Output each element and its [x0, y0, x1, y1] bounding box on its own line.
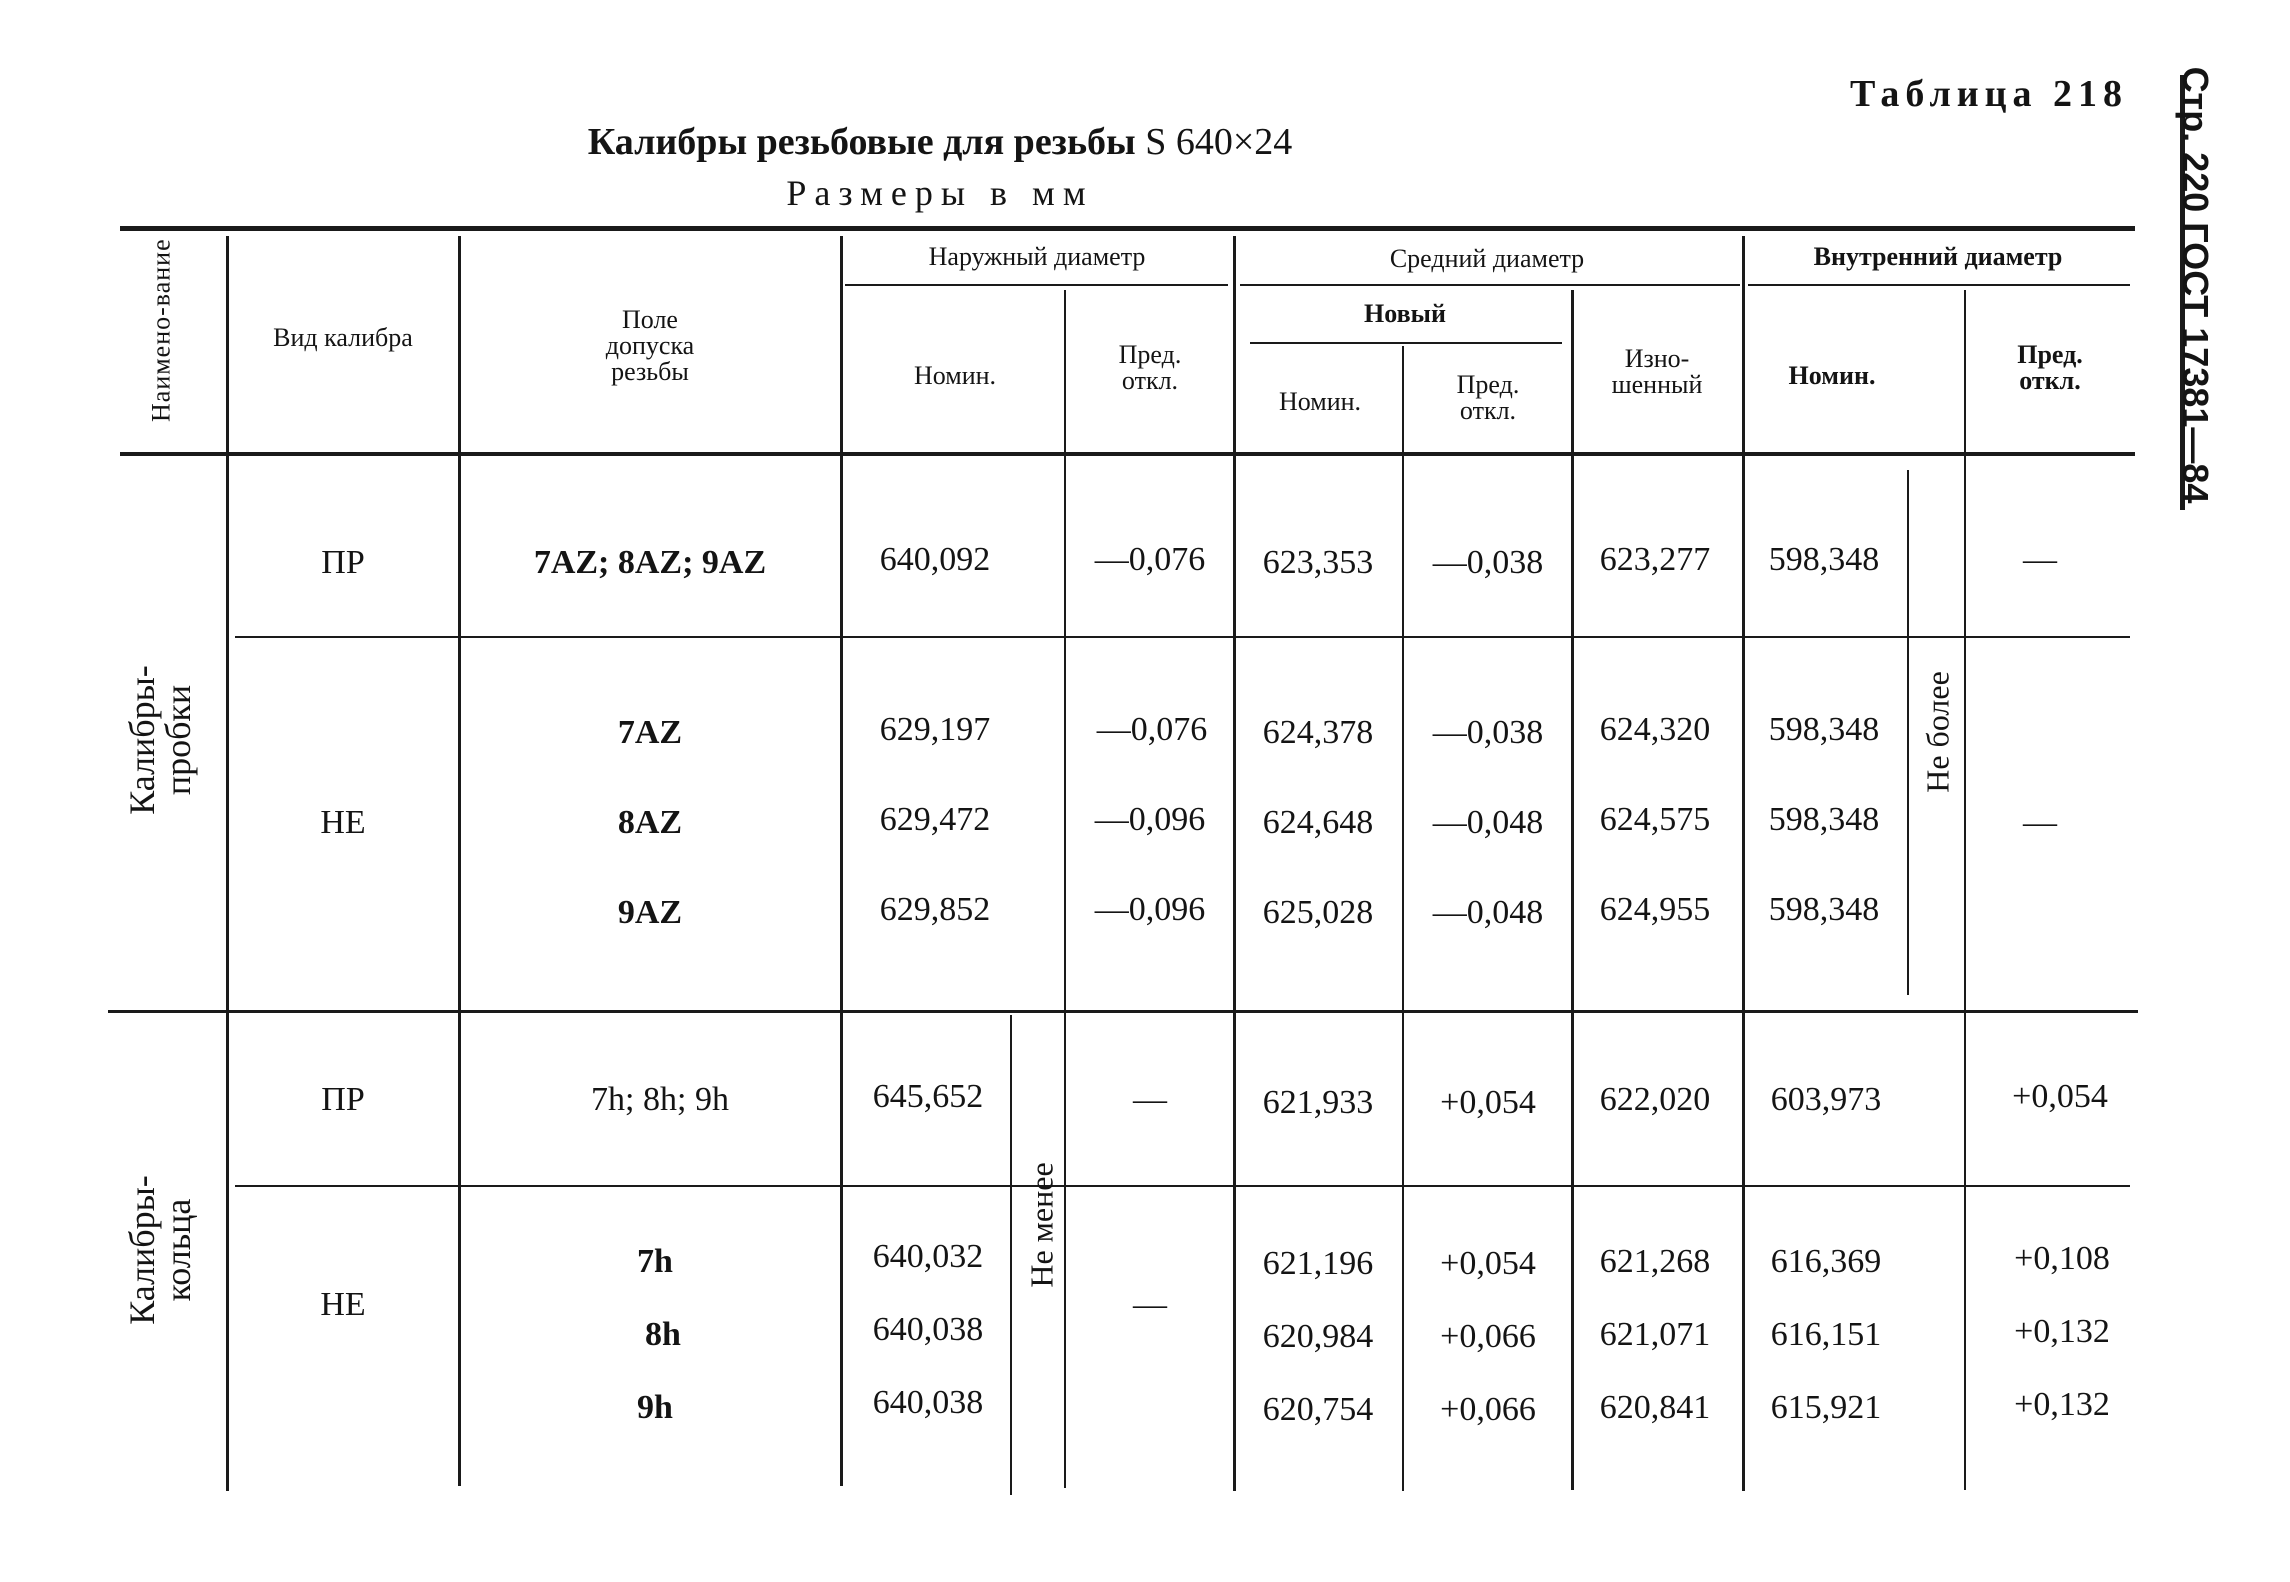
- cell-mid-dev: +0,054: [1440, 1245, 1536, 1282]
- col-line-5: [1233, 236, 1236, 1491]
- cell-worn: 624,955: [1599, 891, 1711, 928]
- cell-worn: 624,320: [1599, 711, 1711, 748]
- header-tolerance: Поле допуска резьбы: [605, 305, 695, 386]
- col-line-3: [840, 236, 843, 1486]
- note-line-outer: [1010, 1015, 1012, 1495]
- cell-mid-nom: 620,984: [1262, 1318, 1374, 1355]
- cell-mid-nom: 623,353: [1262, 544, 1374, 581]
- cell-tolerance: 9h: [637, 1389, 673, 1426]
- header-outer: Наружный диаметр: [928, 242, 1146, 271]
- cell-inner-nom: 616,151: [1770, 1316, 1882, 1353]
- cell-worn: 621,268: [1599, 1243, 1711, 1280]
- header-type: Вид калибра: [273, 323, 413, 352]
- cell-worn: 621,071: [1599, 1316, 1711, 1353]
- cell-mid-dev: —0,048: [1432, 804, 1544, 841]
- table-title: [300, 120, 1580, 164]
- header-inner-nom: Номин.: [1788, 361, 1876, 390]
- cell-outer-dev: —0,096: [1094, 891, 1206, 928]
- cell-outer-nom: 640,038: [872, 1384, 984, 1421]
- cell-mid-dev: +0,054: [1440, 1084, 1536, 1121]
- note-line-inner: [1907, 470, 1909, 995]
- header-inner: Внутренний диаметр: [1813, 242, 2063, 271]
- cell-type: ПР: [321, 544, 365, 581]
- cell-mid-dev: —0,038: [1432, 714, 1544, 751]
- cell-tolerance: 7AZ: [617, 714, 683, 751]
- header-inner-dev: Пред. откл.: [2017, 340, 2083, 395]
- cell-inner-nom: 603,973: [1770, 1081, 1882, 1118]
- cell-worn: 624,575: [1599, 801, 1711, 838]
- cell-tolerance: 9AZ: [617, 894, 683, 931]
- rule-header-bottom: [120, 452, 2135, 456]
- rule-middle-span: [1240, 284, 1740, 286]
- cell-outer-dev: —: [1133, 1286, 1167, 1323]
- col-line-7: [1571, 290, 1574, 1490]
- note-not-more: Не более: [1919, 671, 1956, 793]
- cell-tolerance: 7AZ; 8AZ; 9AZ: [533, 544, 767, 581]
- cell-outer-nom: 640,092: [879, 541, 991, 578]
- cell-tolerance: 8AZ: [617, 804, 683, 841]
- group-name-rings: Калибры-кольца: [122, 1175, 198, 1325]
- header-mid-nom: Номин.: [1278, 387, 1362, 416]
- cell-outer-dev: —: [1133, 1081, 1167, 1118]
- table-number: Таблица 218: [1850, 73, 2129, 115]
- cell-tolerance: 8h: [645, 1316, 681, 1353]
- cell-mid-nom: 621,196: [1262, 1245, 1374, 1282]
- group-name-plugs: Калибры-пробки: [122, 665, 198, 815]
- cell-inner-nom: 598,348: [1768, 801, 1880, 838]
- cell-inner-nom: 598,348: [1768, 541, 1880, 578]
- header-mid-dev: Пред. откл.: [1456, 370, 1520, 425]
- col-line-2: [458, 236, 461, 1486]
- rule-group-sep: [108, 1010, 2138, 1013]
- cell-inner-nom: 616,369: [1770, 1243, 1882, 1280]
- cell-mid-nom: 624,378: [1262, 714, 1374, 751]
- cell-inner-dev: +0,132: [2014, 1386, 2110, 1423]
- cell-outer-dev: —0,076: [1096, 711, 1208, 748]
- col-line-6: [1402, 346, 1404, 1491]
- col-line-9: [1964, 290, 1966, 1490]
- cell-mid-dev: +0,066: [1440, 1318, 1536, 1355]
- cell-type: НЕ: [320, 804, 366, 841]
- cell-outer-nom: 645,652: [872, 1078, 984, 1115]
- col-line-8: [1742, 236, 1745, 1491]
- header-worn: Изно-шенный: [1611, 344, 1703, 399]
- title-text: Калибры резьбовые для резьбы: [587, 121, 1136, 163]
- rule-outer-span: [845, 284, 1228, 286]
- cell-outer-nom: 640,032: [872, 1238, 984, 1275]
- rule-inner-span: [1748, 284, 2130, 286]
- cell-mid-nom: 625,028: [1262, 894, 1374, 931]
- cell-worn: 620,841: [1599, 1389, 1711, 1426]
- cell-inner-nom: 598,348: [1768, 891, 1880, 928]
- cell-outer-nom: 629,472: [879, 801, 991, 838]
- cell-mid-dev: —0,048: [1432, 894, 1544, 931]
- note-not-less: Не менее: [1023, 1162, 1060, 1288]
- header-name: Наимено-вание: [146, 238, 176, 422]
- header-outer-dev: Пред. откл.: [1118, 340, 1182, 395]
- cell-mid-dev: —0,038: [1432, 544, 1544, 581]
- cell-worn: 622,020: [1599, 1081, 1711, 1118]
- rule-row1: [235, 636, 2130, 638]
- cell-mid-nom: 624,648: [1262, 804, 1374, 841]
- cell-inner-nom: 598,348: [1768, 711, 1880, 748]
- cell-mid-nom: 621,933: [1262, 1084, 1374, 1121]
- cell-type: ПР: [321, 1081, 365, 1118]
- units-caption: Размеры в мм: [786, 173, 1094, 213]
- cell-inner-dev: +0,108: [2014, 1240, 2110, 1277]
- col-line-4: [1064, 290, 1066, 1488]
- cell-inner-dev: —: [2023, 804, 2057, 841]
- col-line-1: [226, 236, 229, 1491]
- cell-outer-nom: 629,197: [879, 711, 991, 748]
- cell-inner-dev: +0,132: [2014, 1313, 2110, 1350]
- cell-mid-nom: 620,754: [1262, 1391, 1374, 1428]
- header-new: Новый: [1364, 299, 1446, 328]
- cell-outer-nom: 629,852: [879, 891, 991, 928]
- cell-outer-dev: —0,096: [1094, 801, 1206, 838]
- rule-top: [120, 226, 2135, 231]
- title-thread: S 640×24: [1145, 121, 1293, 163]
- header-middle: Средний диаметр: [1389, 244, 1585, 273]
- cell-inner-dev: —: [2023, 541, 2057, 578]
- cell-outer-dev: —0,076: [1094, 541, 1206, 578]
- cell-worn: 623,277: [1599, 541, 1711, 578]
- cell-outer-nom: 640,038: [872, 1311, 984, 1348]
- rule-new-span: [1250, 342, 1562, 344]
- cell-tolerance: 7h: [637, 1243, 673, 1280]
- cell-mid-dev: +0,066: [1440, 1391, 1536, 1428]
- page-side-label: Стр. 220 ГОСТ 17381—84: [2175, 66, 2216, 504]
- cell-tolerance: 7h; 8h; 9h: [591, 1081, 729, 1118]
- rule-row2: [235, 1185, 2130, 1187]
- header-outer-nom: Номин.: [913, 361, 997, 390]
- cell-type: НЕ: [320, 1286, 366, 1323]
- cell-inner-dev: +0,054: [2012, 1078, 2108, 1115]
- cell-inner-nom: 615,921: [1770, 1389, 1882, 1426]
